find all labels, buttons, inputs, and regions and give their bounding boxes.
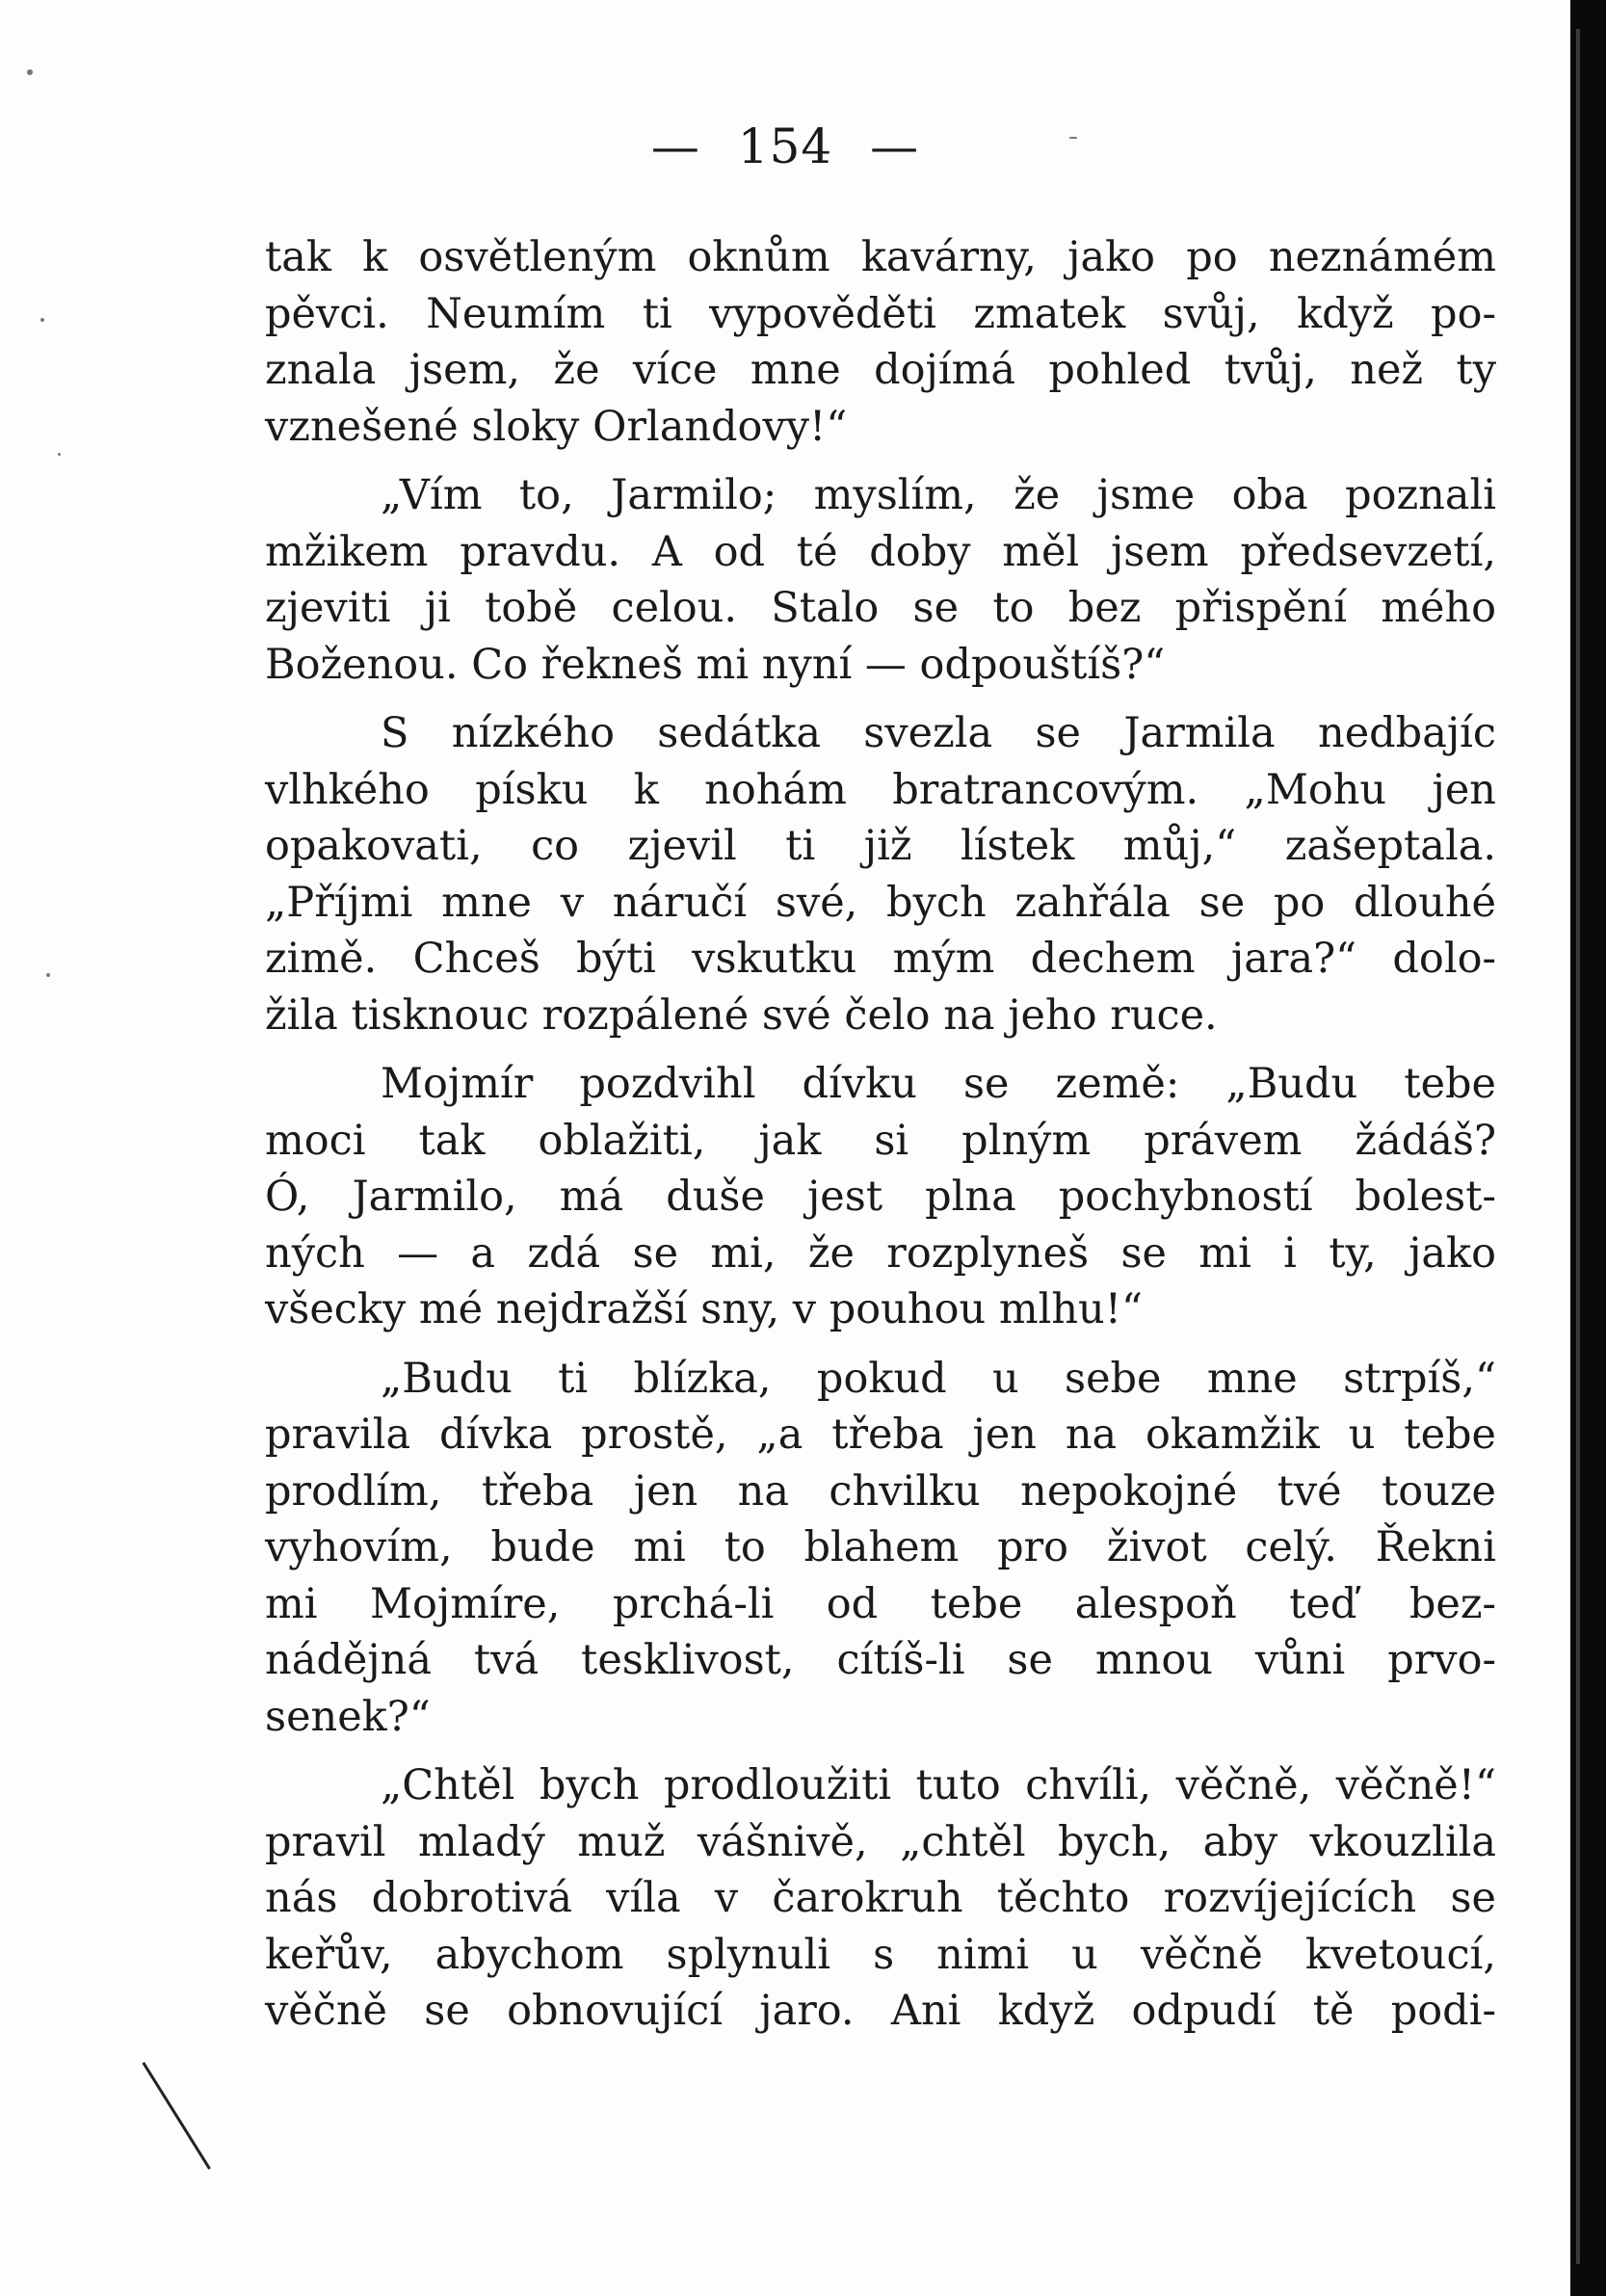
text-line: zimě. Chceš býti vskutku mým dechem jara?“ dolo- — [265, 935, 1496, 983]
header-dash-left: — — [650, 119, 700, 174]
text-line: Mojmír pozdvihl dívku se země: „Budu tebe — [381, 1060, 1496, 1108]
paragraph — [265, 1056, 1496, 1338]
scan-edge-shadow — [1576, 29, 1580, 2264]
page-header — [0, 118, 1570, 175]
text-line: zjeviti ji tobě celou. Stalo se to bez přispění mého — [265, 584, 1496, 632]
header-dash-right: — — [870, 119, 920, 174]
paragraph — [265, 1757, 1496, 2040]
text-line: pravil mladý muž vášnivě, „chtěl bych, aby vkouzlila — [265, 1817, 1496, 1866]
text-line: mi Mojmíre, prchá-li od tebe alespoň teď bez- — [265, 1579, 1496, 1628]
text-line: „Vím to, Jarmilo; myslím, že jsme oba poznali — [381, 471, 1496, 519]
text-line: S nízkého sedátka svezla se Jarmila nedbajíc — [381, 709, 1496, 757]
text-line: prodlím, třeba jen na chvilku nepokojné tvé touze — [265, 1466, 1496, 1516]
page-number: 154 — [737, 119, 833, 174]
paragraph — [265, 705, 1496, 1043]
text-line: mžikem pravdu. A od té doby měl jsem předsevzetí, — [265, 527, 1496, 576]
text-line: žila tisknouc rozpálené své čelo na jeho ruce. — [265, 990, 1218, 1040]
text-line: všecky mé nejdražší sny, v pouhou mlhu!“ — [265, 1285, 1143, 1333]
text-line: keřův, abychom splynuli s nimi u věčně kvetoucí, — [265, 1930, 1496, 1979]
text-line: nás dobrotivá víla v čarokruh těchto rozvíjejících se — [265, 1874, 1496, 1922]
text-line: znala jsem, že více mne dojímá pohled tvůj, než ty — [265, 346, 1496, 394]
text-line: pěvci. Neumím ti vypověděti zmatek svůj, když po- — [265, 289, 1496, 338]
paragraph — [265, 1351, 1496, 1746]
text-line: vyhovím, bude mi to blahem pro život celý. Řekni — [265, 1523, 1496, 1571]
scan-corner-line — [142, 2062, 210, 2170]
text-line: Boženou. Co řekneš mi nyní — odpouštíš?“ — [265, 640, 1166, 689]
text-line: pravila dívka prostě, „a třeba jen na okamžik u tebe — [265, 1411, 1496, 1459]
text-line: nádějná tvá tesklivost, cítíš-li se mnou vůni prvo- — [265, 1636, 1496, 1684]
text-line: „Budu ti blízka, pokud u sebe mne strpíš,“ — [381, 1354, 1496, 1403]
text-line: tak k osvětleným oknům kavárny, jako po neznámém — [265, 233, 1496, 281]
scan-speck — [27, 69, 33, 75]
paragraph — [265, 467, 1496, 693]
scan-speck — [46, 973, 50, 977]
text-line: senek?“ — [265, 1692, 431, 1741]
scan-speck — [58, 453, 61, 456]
text-line: „Příjmi mne v náručí své, bych zahřála se po dlouhé — [265, 878, 1496, 927]
text-line: věčně se obnovující jaro. Ani když odpudí tě podi- — [265, 1987, 1496, 2035]
text-line: moci tak oblažiti, jak si plným právem žádáš? — [265, 1116, 1496, 1165]
text-line: opakovati, co zjevil ti již lístek můj,“ zašeptala. — [265, 822, 1496, 870]
body-text — [265, 229, 1496, 2052]
paragraph — [265, 229, 1496, 455]
text-line: Ó, Jarmilo, má duše jest plna pochybností bolest- — [265, 1173, 1496, 1221]
text-line: vznešené sloky Orlandovy!“ — [265, 402, 848, 451]
scan-speck — [40, 318, 44, 322]
text-line: ných — a zdá se mi, že rozplyneš se mi i ty, jako — [265, 1228, 1496, 1278]
text-line: vlhkého písku k nohám bratrancovým. „Mohu jen — [265, 765, 1496, 814]
text-line: „Chtěl bych prodloužiti tuto chvíli, věčně, věčně!“ — [381, 1761, 1496, 1809]
